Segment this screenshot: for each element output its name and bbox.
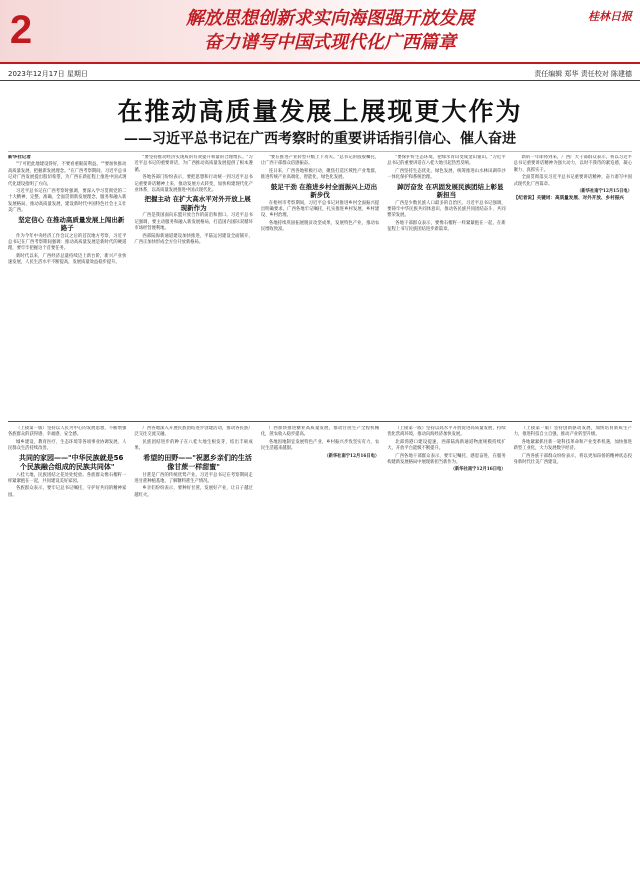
paragraph: 各族群众表示，要牢记总书记嘱托，守护好共同的精神家园。: [8, 486, 127, 498]
text-column: [387, 426, 505, 896]
paragraph: 各地紧紧抓住新一轮科技革命和产业变革机遇，加快推进新型工业化，大力发展数字经济。: [513, 439, 633, 452]
text-column: [134, 426, 252, 896]
date-bar: [0, 68, 640, 81]
article-subheadline: ——习近平总书记在广西考察时的重要讲话指引信心、催人奋进: [124, 131, 516, 147]
paragraph: 广西是少数民族人口最多的自治区。习近平总书记强调，要铸牢中华民族共同体意识，推动各民族共同团结奋斗、共同繁荣发展。: [387, 200, 506, 219]
paragraph: 民族团结进步的种子在八桂大地生根发芽，结出丰硕成果。: [134, 439, 253, 452]
paragraph: （上接第一版）坚持以人民为中心的发展思想，不断增强各族群众的获得感、幸福感、安全感。: [8, 426, 127, 438]
text-column: [8, 426, 126, 896]
paragraph: 连日来，广西各地积极行动，聚焦打造区域性产业集群，推进传统产业高端化、智能化、绿色化发展。: [260, 168, 380, 181]
section-subheading: 把握主动 在扩大高水平对外开放上展现新作为: [144, 195, 251, 212]
dateline-credit: （新华社南宁12月16日电）: [324, 453, 380, 459]
text-column: [514, 155, 632, 420]
paragraph: 新的一年即将到来，广西广大干部群众表示，将以习近平总书记重要讲话精神为强大动力，以时不我待的紧迫感，凝心聚力、真抓实干。: [513, 155, 633, 173]
paragraph: （上接第一版）坚持以高水平开放促进高质量发展，持续优化营商环境，推动向海经济加快发展。: [387, 426, 506, 438]
paragraph: 各地各部门纷纷表示，要把思想和行动统一到习近平总书记重要讲话精神上来，推动发展方式转变，加快构建现代化产业体系，以高质量发展推进中国式现代化。: [134, 175, 253, 194]
paragraph: 作为今年中央经济工作会议之后的首次地方考察，习近平总书记在广西考察期间强调：推动高质量发展是新时代的硬道理，要牢牢把握这个首要任务。: [8, 233, 127, 252]
section-subheading: 踔厉奋发 在巩固发展民族团结上彰显新担当: [397, 182, 504, 200]
text-column: [514, 426, 632, 896]
paragraph: "要在推进产业转型升级上下功夫。"总书记的殷殷嘱托，让广西干部群众倍感振奋。: [260, 155, 380, 167]
page-number: 2: [9, 8, 33, 52]
text-column: [261, 426, 379, 896]
issue-date: 2023年12月17日 星期日: [8, 70, 88, 78]
section-subheading: 希望的田野——"祝愿乡亲们的生活像甘蔗一样甜蜜": [143, 453, 252, 471]
text-column: [387, 155, 505, 420]
paragraph: 各地持续巩固拓展脱贫攻坚成果，发展特色产业，推动农民增收致富。: [260, 220, 380, 233]
paragraph: "宁可把此地建设得好，不要看重眼前利益。""要加快推动高质量发展，把握新发展理念。"在广西考察期间，习近平总书记对广西发展提出殷切希望，为广西在新征程上推进中国式现代化建设指明了方向。: [8, 162, 127, 187]
text-column: [8, 155, 126, 420]
article-bottom-columns: [8, 426, 632, 896]
paragraph: 新时代以来，广西经济总量持续迈上新台阶，新兴产业快速发展，人民生活水平不断提高，发展质量效益稳步提升。: [8, 253, 127, 266]
text-column: [134, 155, 252, 420]
paragraph: 甘蔗是广西的传统优势产业。习近平总书记在考察期间走进甘蔗种植基地，了解糖料蔗生产情况。: [134, 472, 253, 485]
section-divider: [8, 421, 632, 422]
dateline-credit: （新华社南宁12月16日电）: [450, 467, 506, 473]
paragraph: 广西各族干部群众纷纷表示，将以更加昂扬的精神状态投身新时代壮美广西建设。: [513, 453, 633, 466]
paragraph: （上接第一版）坚持创新驱动发展，加快培育新质生产力，推进科技自立自强，推动产业转型升级。: [513, 426, 633, 438]
paragraph: 广西各地深入开展民族团结进步创建活动，推动各民族广泛交往交流交融。: [134, 426, 253, 438]
paragraph: 各地干部群众表示，要像石榴籽一样紧紧抱在一起，在新征程上书写民族团结进步新篇章。: [387, 220, 506, 233]
slogan-line-2: 奋力谱写中国式现代化广西篇章: [204, 32, 456, 53]
paragraph: 全面贯彻落实习近平总书记重要讲话精神，奋力谱写中国式现代化广西篇章。: [513, 175, 633, 187]
paragraph: 北部湾港口建设提速，西部陆海新通道物流规模持续扩大，开放平台能级不断提升。: [387, 439, 506, 452]
paragraph: 广西是我国面向东盟开放合作的前沿和窗口。习近平总书记强调，要主动服务和融入新发展格局，打造国内国际双循环市场经营便利地。: [134, 213, 253, 232]
keywords-note: 【纪者说】关键词：高质量发展、对外开放、乡村振兴: [513, 196, 624, 202]
paragraph: 各地因地制宜发展特色产业，乡村振兴步伐坚实有力，农民生活越来越甜。: [260, 439, 380, 452]
paragraph: 广西坚持生态优先、绿色发展，统筹推进山水林田湖草沙一体化保护和系统治理。: [387, 168, 506, 181]
section-subheading: 共同的家园——"中华民族就是56个民族融合组成的民族共同体": [19, 453, 124, 471]
paragraph: "要保护好生态环境，把绿水青山变成金山银山。"习近平总书记的重要讲话在八桂大地引起热烈反响。: [387, 155, 506, 167]
paragraph: "要坚持推动经济实现质的有效提升和量的合理增长。"习近平总书记的重要讲话，为广西推动高质量发展提供了根本遵循。: [134, 155, 253, 173]
paragraph: 习近平总书记在广西考察时强调，要深入学习贯彻党的二十大精神，完整、准确、全面贯彻新发展理念，服务和融入新发展格局，推动高质量发展，建设新时代中国特色社会主义壮美广西。: [8, 189, 127, 214]
section-subheading: 坚定信心 在推动高质量发展上闯出新路子: [18, 215, 125, 233]
paragraph: 广西各地干部群众表示，要牢记嘱托、感恩奋进，在服务构建新发展格局中展现新担当新作为。: [387, 453, 506, 466]
headline-divider: [8, 151, 632, 152]
article-headline: 在推动高质量发展上展现更大作为: [117, 97, 523, 126]
paragraph: 西部陆海新通道建设加快推进，平陆运河建设全面铺开，广西正加快形成全方位开放新格局。: [134, 233, 253, 246]
paragraph: 在梧州市考察期间，习近平总书记对推进乡村全面振兴提出明确要求。广西各地牢记嘱托，扎实推进乡村发展、乡村建设、乡村治理。: [260, 200, 380, 219]
text-column: [261, 155, 379, 420]
paragraph: 乡亲们纷纷表示，要种好甘蔗，发展好产业，让日子越过越红火。: [134, 486, 253, 498]
dateline-credit: （新华社南宁12月15日电）: [577, 189, 633, 195]
article-top-columns: [8, 155, 632, 420]
paragraph: 广西加快推进糖业高质量发展，推动甘蔗生产全程机械化，蔗农收入稳步提高。: [260, 426, 380, 438]
newspaper-logo: 桂林日报: [588, 10, 632, 23]
section-subheading: 鼓足干劲 在推进乡村全面振兴上迈出新步伐: [270, 182, 378, 200]
slogan-line-1: 解放思想创新求实向海图强开放发展: [186, 8, 474, 29]
paragraph: 八桂大地，民族团结之花处处绽放。各族群众像石榴籽一样紧紧抱在一起，共同建设美好家园。: [8, 472, 127, 485]
page-masthead: [0, 0, 640, 64]
paragraph: 城乡建设、教育医疗、生态环境等各项事业协调发展，人民群众生活持续改善。: [8, 439, 127, 452]
editors-credit: 责任编辑 郑华 责任校对 陈建德: [534, 70, 632, 78]
byline: 新华社记者: [8, 155, 31, 160]
